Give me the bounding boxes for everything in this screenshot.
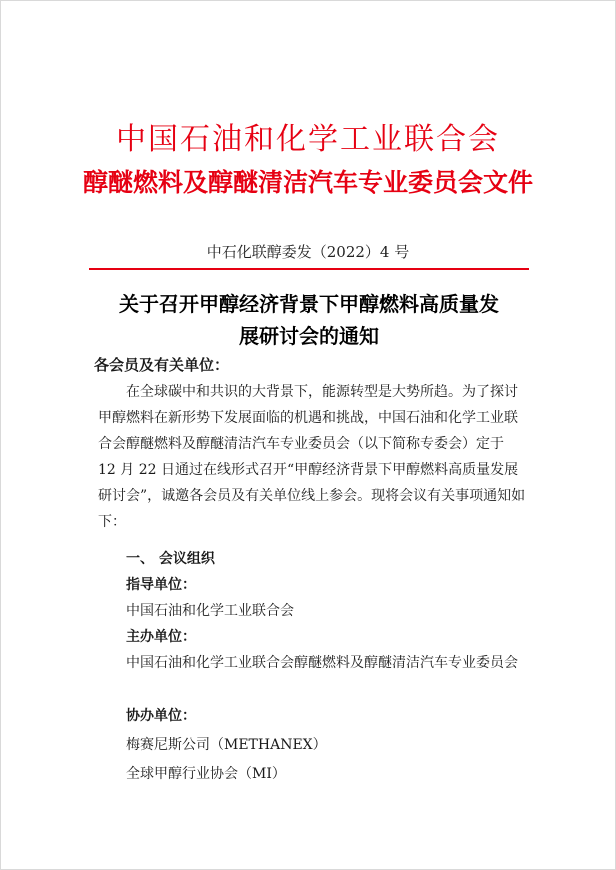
red-divider: [89, 268, 529, 270]
host-label: 主办单位：: [126, 629, 196, 645]
guide-label: 指导单位：: [126, 577, 196, 593]
co-label: 协办单位：: [126, 708, 196, 724]
title-line-2: 展研讨会的通知: [239, 324, 379, 348]
co-org-2: 全球甲醇行业协会（MI）: [126, 766, 286, 782]
co-org-1: 梅赛尼斯公司（METHANEX）: [126, 737, 327, 753]
org-header: 中国石油和化学工业联合会: [116, 122, 500, 157]
salutation: 各会员及有关单位：: [94, 356, 230, 374]
title-line-1: 关于召开甲醇经济背景下甲醇燃料高质量发: [119, 292, 499, 316]
guide-org: 中国石油和化学工业联合会: [126, 603, 294, 619]
section-heading: 一、 会议组织: [126, 551, 215, 567]
document-number: 中石化联醇委发（2022）4 号: [206, 243, 410, 261]
notice-title: [89, 288, 529, 352]
committee-doc-header: 醇醚燃料及醇醚清洁汽车专业委员会文件: [82, 168, 533, 197]
body-paragraph: 在全球碳中和共识的大背景下，能源转型是大势所趋。为了探讨甲醇燃料在新形势下发展面临的机遇和挑战，中国石油和化学工业联合会醇醚燃料及醇醚清洁汽车专业委员会（以下简称专委会）定于 12 月 22 日通过在线形式召开“甲醇经济背景下甲醇燃料高质量发展研讨会”，诚邀各会员及有关单位线上参会。现将会议有关事项通知如下：: [98, 384, 526, 530]
host-org: 中国石油和化学工业联合会醇醚燃料及醇醚清洁汽车专业委员会: [126, 655, 518, 671]
